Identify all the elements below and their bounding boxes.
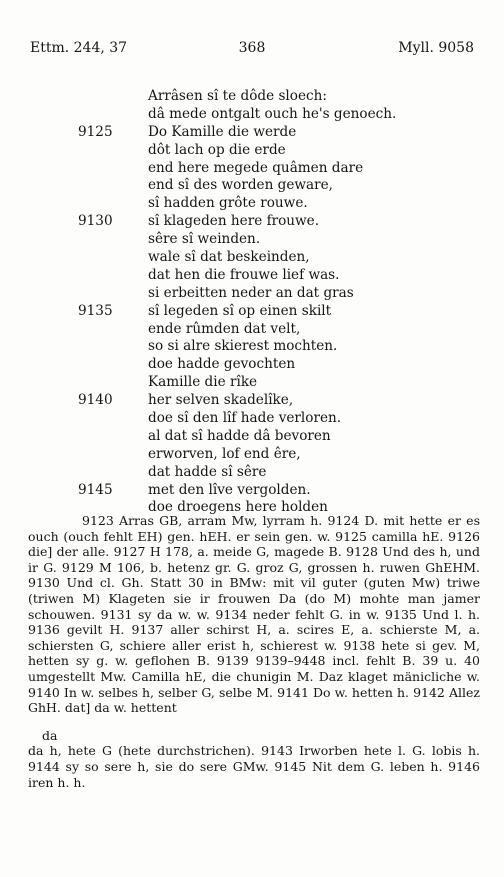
verse-block <box>0 88 504 517</box>
verse-text: al dat sî hadde dâ bevoren <box>148 427 331 444</box>
line-number: 9145 <box>78 481 113 498</box>
verse-line <box>0 177 504 195</box>
verse-text: sêre sî weinden. <box>148 231 261 248</box>
verse-line <box>0 446 504 464</box>
page-number: 368 <box>238 40 266 56</box>
verse-text: sî legeden sî op einen skilt <box>148 302 332 319</box>
verse-line <box>0 124 504 142</box>
verse-text: wale sî dat beskeinden, <box>148 249 310 266</box>
verse-line <box>0 464 504 482</box>
verse-line <box>0 249 504 267</box>
verse-line <box>0 410 504 428</box>
verse-text: met den lîve vergolden. <box>148 481 311 498</box>
apparatus-paragraph <box>28 513 480 716</box>
verse-line <box>0 392 504 410</box>
apparatus-text: da h, hete G (hete durchstrichen). 9143 Irworben hete l. G. lobis h. 9144 sy so sere h, sie do sere GMw. 9145 Nit dem G. leben h. 9146 iren h. h. <box>28 743 480 790</box>
verse-text: so si alre skierest mochten. <box>148 338 338 355</box>
critical-apparatus <box>28 513 480 790</box>
verse-line <box>0 106 504 124</box>
verse-line <box>0 142 504 160</box>
page-header <box>22 40 482 62</box>
verse-text: erworven, lof end êre, <box>148 445 301 462</box>
line-number: 9135 <box>78 302 113 319</box>
verse-line <box>0 356 504 374</box>
verse-text: Do Kamille die werde <box>148 123 297 140</box>
running-header-left: Ettm. 244, 37 <box>30 40 128 56</box>
verse-text: her selven skadelîke, <box>148 392 294 409</box>
verse-line <box>0 231 504 249</box>
verse-text: end sî des worden geware, <box>148 177 334 194</box>
line-number: 9140 <box>78 392 113 409</box>
line-number: 9125 <box>78 123 113 140</box>
verse-line <box>0 482 504 500</box>
verse-line <box>0 338 504 356</box>
verse-text: ende rûmden dat velt, <box>148 320 301 337</box>
verse-text: sî hadden grôte rouwe. <box>148 195 308 212</box>
verse-text: end here megede quâmen dare <box>148 159 364 176</box>
verse-line <box>0 213 504 231</box>
verse-text: doe droegens here holden <box>148 499 328 516</box>
verse-line <box>0 428 504 446</box>
apparatus-text: 9123 Arras GB, arram Mw, lyrram h. 9124 D. mit hette er es ouch (ouch fehlt EH) gen. hEH. er sein gen. w. 9125 camilla hE. 9126 die] der alle. 9127 H 178, a. meide G, magede B. 9128 Und des h, und ir G. 9129 M 106, b. hetenz gr. G. groz G, grossen h. ruwen GhEHM. 9130 Und cl. Gh. Statt 30 in BMw: mit vil guter (guten Mw) triwe (triwen M) Klageten sie ir frouwen Da (do M) mohte man jamer schouwen. 9131 sy da w. w. 9134 neder fehlt G. in w. 9135 Und l. h. 9136 gevilt H. 9137 aller schirst H, a. scires E, a. schierste M, a. schiersten G, schiere aller erist h, schierest w. 9138 hete si gev. M, hetten sy g. w. geflohen B. 9139 9139–9448 incl. fehlt B. 39 u. 40 umgestellt Mw. Camilla hE, die chunigin M. Daz klaget mänicliche w. 9140 In w. selbes h, selber G, selbe M. 9141 Do w. hetten h. 9142 Allez GhH. dat] da w. hettent <box>28 513 480 716</box>
verse-text: doe hadde gevochten <box>148 356 296 373</box>
verse-line <box>0 321 504 339</box>
verse-text: doe sî den lîf hade verloren. <box>148 410 342 427</box>
verse-line <box>0 160 504 178</box>
verse-line <box>0 303 504 321</box>
line-number: 9130 <box>78 213 113 230</box>
verse-line <box>0 285 504 303</box>
verse-text: si erbeitten neder an dat gras <box>148 284 354 301</box>
superscript-note: da <box>42 727 58 743</box>
verse-text: sî klageden here frouwe. <box>148 213 320 230</box>
verse-line <box>0 374 504 392</box>
verse-line <box>0 267 504 285</box>
verse-text: dat hadde sî sêre <box>148 463 267 480</box>
verse-text: dâ mede ontgalt ouch he's genoech. <box>148 105 397 122</box>
apparatus-paragraph <box>28 743 480 790</box>
verse-line <box>0 88 504 106</box>
verse-text: Arrâsen sî te dôde sloech: <box>148 88 327 104</box>
verse-line <box>0 195 504 213</box>
apparatus-superscript <box>28 728 480 744</box>
verse-text: Kamille die rîke <box>148 374 258 391</box>
verse-text: dat hen die frouwe lief was. <box>148 266 340 283</box>
running-header-right: Myll. 9058 <box>398 40 474 56</box>
verse-text: dôt lach op die erde <box>148 141 286 158</box>
